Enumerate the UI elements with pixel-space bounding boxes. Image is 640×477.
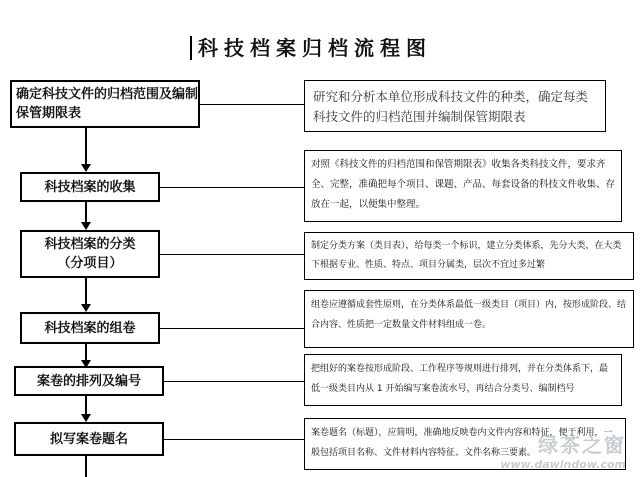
- step-1-label: 确定科技文件的归档范围及编制保管期限表: [16, 87, 199, 121]
- arrow-1-head: [81, 164, 91, 172]
- step-3-desc: 制定分类方案（类目表），给每类一个标识，建立分类体系，先分大类，在大类下根据专业、性质、特点、项目分属类，层次不宜过多过繁: [304, 232, 634, 280]
- step-4-label: 科技档案的组卷: [44, 320, 136, 336]
- step-3-label-line2: （分项目）: [57, 256, 123, 271]
- arrow-5-head: [81, 414, 91, 422]
- step-1-box: [10, 80, 200, 128]
- connector-5: [164, 381, 304, 382]
- step-4-box: [20, 312, 160, 344]
- arrow-6-line: [85, 456, 87, 477]
- step-5-label: 案卷的排列及编号: [36, 373, 141, 389]
- arrow-2-line: [85, 202, 87, 224]
- step-5-box: [14, 366, 164, 396]
- step-3-label-line1: 科技档案的分类: [44, 237, 136, 252]
- arrow-2-head: [81, 222, 91, 230]
- step-2-box: [20, 172, 160, 202]
- step-6-desc: 案卷题名（标题），应简明，准确地反映卷内文件内容和特征，便于利用，一般包括项目名称、文件材料内容特征、文件名称三要素。: [304, 418, 626, 470]
- step-5-desc: 把组好的案卷按形成阶段、工作程序等规则进行排列，并在分类体系下，最低一级类目内从 1 开始编写案卷流水号，再结合分类号、编制档号: [304, 354, 622, 406]
- step-2-label: 科技档案的收集: [44, 179, 136, 195]
- arrow-3-line: [85, 278, 87, 306]
- step-6-label: 拟写案卷题名: [49, 431, 128, 447]
- step-1-desc: 研究和分析本单位形成科技文件的种类，确定每类科技文件的归档范围并编制保管期限表: [304, 80, 606, 132]
- step-2-desc: 对照《科技文件的归档范围和保管期限表》收集各类科技文件，要求齐全、完整，准确把每个项目、课题、产品、每套设备的科技文件收集、存放在一起，以便集中整理。: [304, 150, 622, 222]
- connector-2: [160, 187, 304, 188]
- page-title: 科技档案归档流程图: [190, 36, 432, 60]
- connector-6: [164, 439, 304, 440]
- watermark-url: www.dawindow.com: [500, 458, 626, 471]
- arrow-3-head: [81, 304, 91, 312]
- watermark-title: 绿茶之窗: [538, 433, 626, 457]
- arrow-1-line: [85, 128, 87, 166]
- step-3-box: [20, 230, 160, 278]
- step-4-desc: 组卷应遵循成套性原则，在分类体系最低一级类目（项目）内，按形成阶段、结合内容、性质把一定数量文件材料组成一卷。: [304, 290, 634, 348]
- step-6-box: [14, 422, 164, 456]
- connector-1: [200, 104, 304, 105]
- arrow-5-line: [85, 396, 87, 416]
- connector-3: [160, 254, 304, 255]
- connector-4: [160, 328, 304, 329]
